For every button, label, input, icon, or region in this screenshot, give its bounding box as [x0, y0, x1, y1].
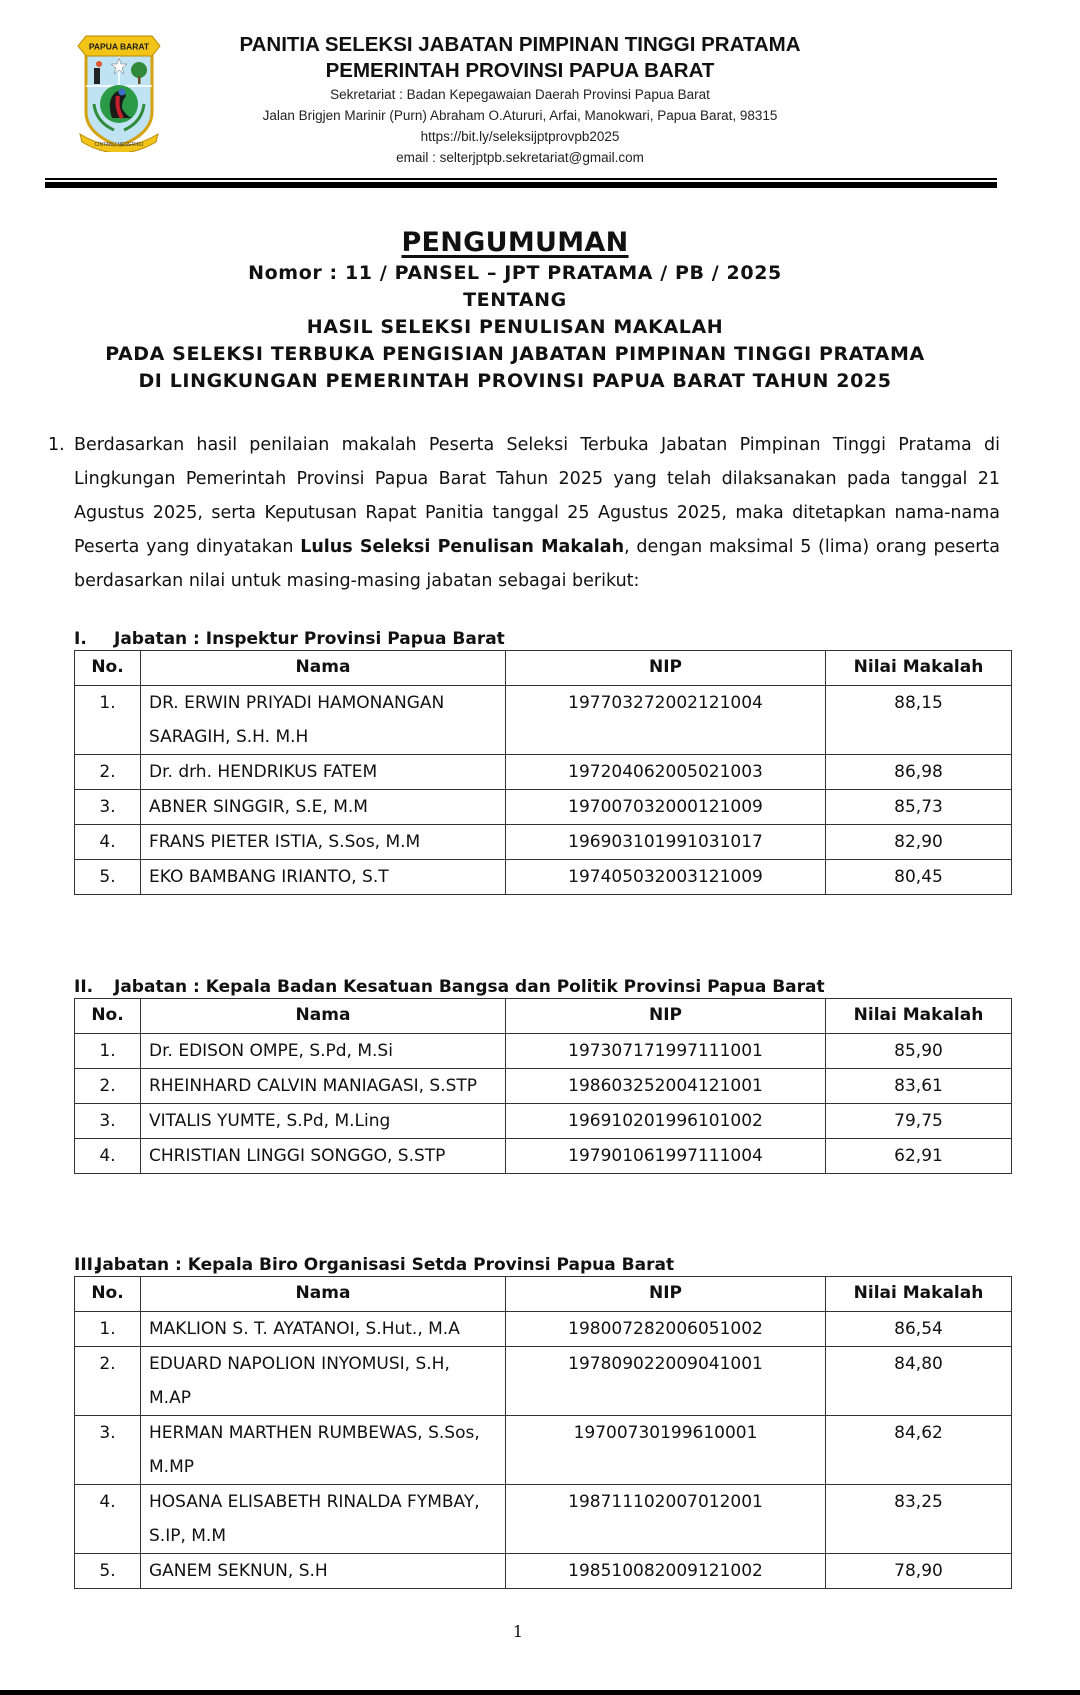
header-nilai: Nilai Makalah [826, 651, 1012, 686]
table-row [75, 1139, 1012, 1174]
header-no: No. [75, 1277, 141, 1312]
cell-nip: 197703272002121004 [506, 686, 826, 755]
cell-nip: 197809022009041001 [506, 1347, 826, 1416]
government-title: PEMERINTAH PROVINSI PAPUA BARAT [325, 59, 715, 82]
logo-banner-text: PAPUA BARAT [88, 41, 150, 52]
cell-nama: EKO BAMBANG IRIANTO, S.T [141, 860, 506, 895]
secretariat-line: Sekretariat : Badan Kepegawaian Daerah Provinsi Papua Barat [330, 87, 710, 102]
cell-nilai: 79,75 [826, 1104, 1012, 1139]
announcement-subject-1: HASIL SELEKSI PENULISAN MAKALAH [306, 316, 724, 338]
cell-nip: 197307171997111001 [506, 1034, 826, 1069]
cell-nama: ABNER SINGGIR, S.E, M.M [141, 790, 506, 825]
table-row [75, 1416, 1012, 1485]
cell-nip: 198711102007012001 [506, 1485, 826, 1554]
announcement-title: PENGUMUMAN [401, 227, 629, 258]
nama-line: EDUARD NAPOLION INYOMUSI, S.H, [149, 1354, 450, 1374]
table-row [75, 1485, 1012, 1554]
cell-nama [141, 686, 506, 755]
cell-nilai: 78,90 [826, 1554, 1012, 1589]
table-row [75, 1069, 1012, 1104]
section-roman: III. [74, 1255, 100, 1275]
cell-nilai: 85,73 [826, 790, 1012, 825]
table-row [75, 686, 1012, 755]
cell-nip: 198603252004121001 [506, 1069, 826, 1104]
cell-nip: 197901061997111004 [506, 1139, 826, 1174]
cell-nip: 19700730199610001 [506, 1416, 826, 1485]
cell-no: 5. [75, 1554, 141, 1589]
nama-line: SARAGIH, S.H. M.H [149, 727, 309, 747]
paragraph-number: 1. [48, 435, 65, 455]
paragraph-body [74, 428, 1000, 598]
cell-nip: 198007282006051002 [506, 1312, 826, 1347]
logo-ribbon-text: CINTAKU NEGERIKU [94, 142, 144, 148]
table-row [75, 860, 1012, 895]
paragraph-text-end: , dengan maksimal 5 (lima) orang peserta berdasarkan nilai untuk masing-masing jabatan sebagai berikut: [74, 537, 1001, 591]
results-table [74, 1276, 1012, 1589]
cell-no: 4. [75, 1139, 141, 1174]
cell-nilai: 84,62 [826, 1416, 1012, 1485]
cell-nama [141, 1416, 506, 1485]
cell-no: 3. [75, 790, 141, 825]
cell-no: 2. [75, 755, 141, 790]
cell-nilai: 62,91 [826, 1139, 1012, 1174]
table-row [75, 790, 1012, 825]
cell-nilai: 83,25 [826, 1485, 1012, 1554]
cell-no: 1. [75, 1034, 141, 1069]
table-row [75, 755, 1012, 790]
cell-nip: 197007032000121009 [506, 790, 826, 825]
table-row [75, 1554, 1012, 1589]
nama-line: HERMAN MARTHEN RUMBEWAS, S.Sos, [149, 1423, 480, 1443]
page-edge [0, 1690, 1080, 1695]
cell-no: 1. [75, 686, 141, 755]
announcement-about: TENTANG [463, 289, 567, 311]
section-title-text: Jabatan : Kepala Badan Kesatuan Bangsa dan Politik Provinsi Papua Barat [114, 977, 825, 997]
section-title [74, 1254, 1011, 1276]
header-nama: Nama [141, 651, 506, 686]
header-nilai: Nilai Makalah [826, 999, 1012, 1034]
header-nip: NIP [506, 1277, 826, 1312]
cell-nilai: 86,54 [826, 1312, 1012, 1347]
cell-no: 4. [75, 825, 141, 860]
cell-nip: 198510082009121002 [506, 1554, 826, 1589]
cell-nama: CHRISTIAN LINGGI SONGGO, S.STP [141, 1139, 506, 1174]
email-link[interactable]: email : selterjptpb.sekretariat@gmail.com [396, 150, 644, 165]
table-header-row [75, 1277, 1012, 1312]
cell-nilai: 82,90 [826, 825, 1012, 860]
table-row [75, 825, 1012, 860]
cell-no: 3. [75, 1104, 141, 1139]
header-nama: Nama [141, 999, 506, 1034]
cell-nama: Dr. drh. HENDRIKUS FATEM [141, 755, 506, 790]
announcement-heading [0, 226, 1030, 395]
paragraph-text: Berdasarkan hasil penilaian makalah Peserta Seleksi Terbuka Jabatan Pimpinan Tinggi Pratama di Lingkungan Pemerintah Provinsi Papua Barat Tahun 2025 yang telah dilaksanakan pada tanggal 21 Agustus 2025, serta Keputusan Rapat Panitia tanggal 25 Agustus 2025, maka ditetapkan nama-nama Peserta yang dinyatakan [74, 435, 1000, 557]
header-no: No. [75, 651, 141, 686]
cell-nama: VITALIS YUMTE, S.Pd, M.Ling [141, 1104, 506, 1139]
section-biro-organisasi [74, 1254, 1011, 1589]
cell-nip: 196910201996101002 [506, 1104, 826, 1139]
nama-line: HOSANA ELISABETH RINALDA FYMBAY, [149, 1492, 480, 1512]
cell-nip: 197405032003121009 [506, 860, 826, 895]
header-nip: NIP [506, 651, 826, 686]
letterhead [0, 0, 1080, 190]
section-title-text: Jabatan : Inspektur Provinsi Papua Barat [114, 629, 505, 649]
papua-barat-coat-of-arms-icon [76, 34, 162, 152]
cell-nama: FRANS PIETER ISTIA, S.Sos, M.M [141, 825, 506, 860]
cell-no: 2. [75, 1347, 141, 1416]
cell-nama: MAKLION S. T. AYATANOI, S.Hut., M.A [141, 1312, 506, 1347]
website-link[interactable]: https://bit.ly/seleksijptprovpb2025 [420, 129, 620, 144]
cell-nip: 197204062005021003 [506, 755, 826, 790]
cell-no: 1. [75, 1312, 141, 1347]
section-roman: I. [74, 629, 87, 649]
cell-no: 5. [75, 860, 141, 895]
nama-line: DR. ERWIN PRIYADI HAMONANGAN [149, 693, 445, 713]
cell-nilai: 88,15 [826, 686, 1012, 755]
section-title [74, 976, 1011, 998]
table-header-row [75, 999, 1012, 1034]
address-line: Jalan Brigjen Marinir (Purn) Abraham O.Atururi, Arfai, Manokwari, Papua Barat, 98315 [262, 108, 778, 123]
cell-nama [141, 1347, 506, 1416]
cell-nilai: 86,98 [826, 755, 1012, 790]
cell-nama: Dr. EDISON OMPE, S.Pd, M.Si [141, 1034, 506, 1069]
section-inspektur [74, 628, 1011, 895]
cell-no: 4. [75, 1485, 141, 1554]
table-row [75, 1034, 1012, 1069]
table-header-row [75, 651, 1012, 686]
committee-title: PANITIA SELEKSI JABATAN PIMPINAN TINGGI PRATAMA [239, 33, 801, 56]
cell-nip: 196903101991031017 [506, 825, 826, 860]
intro-paragraph [48, 428, 1000, 598]
section-kesbangpol [74, 976, 1011, 1174]
cell-no: 2. [75, 1069, 141, 1104]
cell-nilai: 85,90 [826, 1034, 1012, 1069]
cell-nilai: 80,45 [826, 860, 1012, 895]
page-number: 1 [512, 1622, 524, 1641]
cell-nilai: 84,80 [826, 1347, 1012, 1416]
section-title-text: Jabatan : Kepala Biro Organisasi Setda Provinsi Papua Barat [96, 1255, 675, 1275]
header-nilai: Nilai Makalah [826, 1277, 1012, 1312]
cell-nilai: 83,61 [826, 1069, 1012, 1104]
cell-nama [141, 1485, 506, 1554]
paragraph-emphasis: Lulus Seleksi Penulisan Makalah [300, 537, 625, 557]
cell-nama: RHEINHARD CALVIN MANIAGASI, S.STP [141, 1069, 506, 1104]
table-row [75, 1312, 1012, 1347]
header-nama: Nama [141, 1277, 506, 1312]
announcement-subject-3: DI LINGKUNGAN PEMERINTAH PROVINSI PAPUA BARAT TAHUN 2025 [138, 370, 892, 392]
letterhead-divider-thin [45, 178, 997, 180]
nama-line: S.IP, M.M [149, 1526, 227, 1546]
table-row [75, 1104, 1012, 1139]
cell-nama: GANEM SEKNUN, S.H [141, 1554, 506, 1589]
section-roman: II. [74, 977, 94, 997]
cell-no: 3. [75, 1416, 141, 1485]
letterhead-divider-thick [45, 182, 997, 188]
results-table [74, 650, 1012, 895]
section-title [74, 628, 1011, 650]
results-table [74, 998, 1012, 1174]
announcement-number: Nomor : 11 / PANSEL – JPT PRATAMA / PB / 2025 [248, 262, 782, 284]
header-nip: NIP [506, 999, 826, 1034]
nama-line: M.AP [149, 1388, 191, 1408]
letterhead-text [180, 32, 860, 168]
table-row [75, 1347, 1012, 1416]
announcement-subject-2: PADA SELEKSI TERBUKA PENGISIAN JABATAN PIMPINAN TINGGI PRATAMA [105, 343, 925, 365]
nama-line: M.MP [149, 1457, 194, 1477]
header-no: No. [75, 999, 141, 1034]
